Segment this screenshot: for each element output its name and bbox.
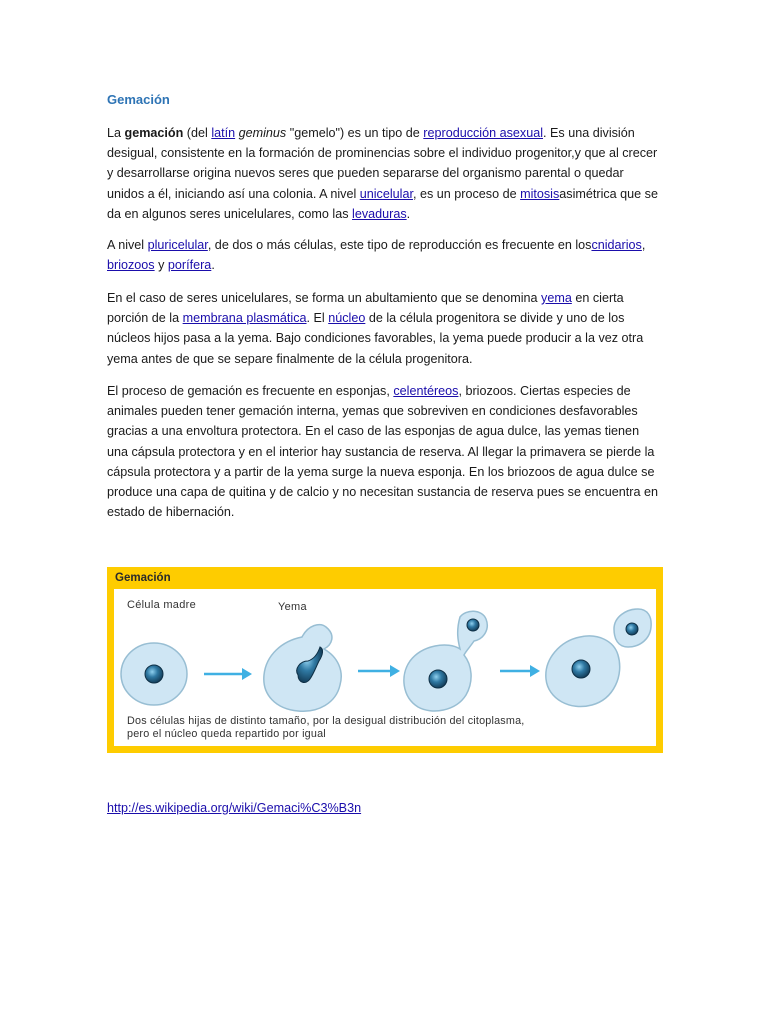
figure-panel (114, 589, 656, 746)
paragraph-unicellular (107, 288, 663, 369)
text-run: en cierta porción de la (107, 291, 624, 326)
nucleus (572, 660, 590, 678)
nucleus (429, 670, 447, 688)
text-run: , de dos o más células, este tipo de reproducción es frecuente en los (207, 238, 592, 252)
link-mitosis[interactable]: mitosis (520, 186, 560, 201)
link-plasma-membrane[interactable]: membrana plasmática (182, 311, 307, 326)
wikipedia-source-link[interactable]: http://es.wikipedia.org/wiki/Gemaci%C3%B3n (107, 801, 362, 815)
stage-two-nuclei (404, 611, 487, 711)
paragraph-multicellular (107, 235, 663, 275)
italic-term: geminus (238, 126, 287, 140)
label-mother-cell: Célula madre (127, 599, 197, 611)
link-multicellular[interactable]: pluricelular (147, 238, 208, 252)
text-run: . (211, 258, 215, 273)
caption-line: pero el núcleo queda repartido por igual (127, 728, 326, 740)
text-run: , briozoos. Ciertas especies de animales pueden tener gemación interna, yemas que sobreviven en condiciones desfavorables gracias a una envoltura protectora. En el caso de las esponjas de agua dulce, las yemas tienen una cápsula protectora y en el interior hay sustancia de reserva. Al llegar la primavera se pierde la cápsula protectora y a partir de la yema surge la nueva esponja. En los briozoos de agua dulce se produce una capa de quitina y de calcio y no necesitan sustancia de reserva pues se encuentra en estado de hibernación. (107, 384, 658, 520)
section-heading: Gemación (107, 92, 170, 107)
text-run: . Es una división desigual, consistente en la formación de prominencias sobre el individuo progenitor,y que al crecer y desarrollarse origina nuevos seres que pueden separarse del organismo parental o quedar unidos a él, iniciando así una colonia. A nivel (107, 126, 658, 201)
bud-nucleus (626, 623, 638, 635)
figure-caption (127, 715, 647, 741)
text-run: . El (306, 311, 329, 326)
arrow-3 (500, 665, 540, 677)
text-run: y (154, 258, 168, 273)
arrow-1 (204, 668, 252, 680)
link-nucleus[interactable]: núcleo (328, 311, 366, 326)
link-yeasts[interactable]: levaduras (352, 206, 407, 221)
link-bryozoans[interactable]: briozoos (107, 258, 155, 273)
text-run: La (107, 126, 125, 140)
budding-diagram (107, 567, 663, 753)
text-run: , (641, 238, 646, 252)
label-bud: Yema (278, 601, 307, 613)
link-porifera[interactable]: porífera (167, 258, 212, 273)
text-run: , es un proceso de (412, 186, 521, 201)
link-latin[interactable]: latín (211, 126, 236, 140)
figure-title: Gemación (115, 572, 171, 584)
text-run: . (406, 206, 411, 221)
text-run: "gemelo") es un tipo de (286, 126, 424, 140)
text-run: El proceso de gemación es frecuente en esponjas, (107, 384, 394, 398)
text-run: (del (183, 126, 212, 140)
stage-daughter-cells (546, 609, 651, 707)
stage-bud-forming (264, 625, 341, 712)
bold-term: gemación (124, 126, 184, 140)
paragraph-definition (107, 123, 663, 224)
paragraph-sponges (107, 381, 663, 522)
link-asexual-reproduction[interactable]: reproducción asexual (423, 126, 544, 140)
caption-line: Dos células hijas de distinto tamaño, por la desigual distribución del citoplasma, (127, 715, 525, 727)
source-url (107, 801, 361, 815)
nucleus (145, 665, 163, 683)
link-cnidarians[interactable]: cnidarios (591, 238, 642, 252)
text-run: A nivel (107, 238, 148, 252)
link-bud[interactable]: yema (541, 291, 572, 305)
stage-mother-cell (121, 643, 187, 705)
bud-nucleus (467, 619, 479, 631)
text-run: asimétrica que se da en algunos seres unicelulares, como las (107, 186, 658, 221)
arrow-2 (358, 665, 400, 677)
text-run: En el caso de seres unicelulares, se forma un abultamiento que se denomina (107, 291, 542, 305)
link-coelenterates[interactable]: celentéreos (393, 384, 459, 398)
link-unicellular[interactable]: unicelular (359, 186, 413, 201)
text-run: de la célula progenitora se divide y uno de los núcleos hijos pasa a la yema. Bajo condiciones favorables, la yema puede producir a la vez otra yema antes de que se separe finalmente de la célula progenitora. (107, 311, 644, 366)
